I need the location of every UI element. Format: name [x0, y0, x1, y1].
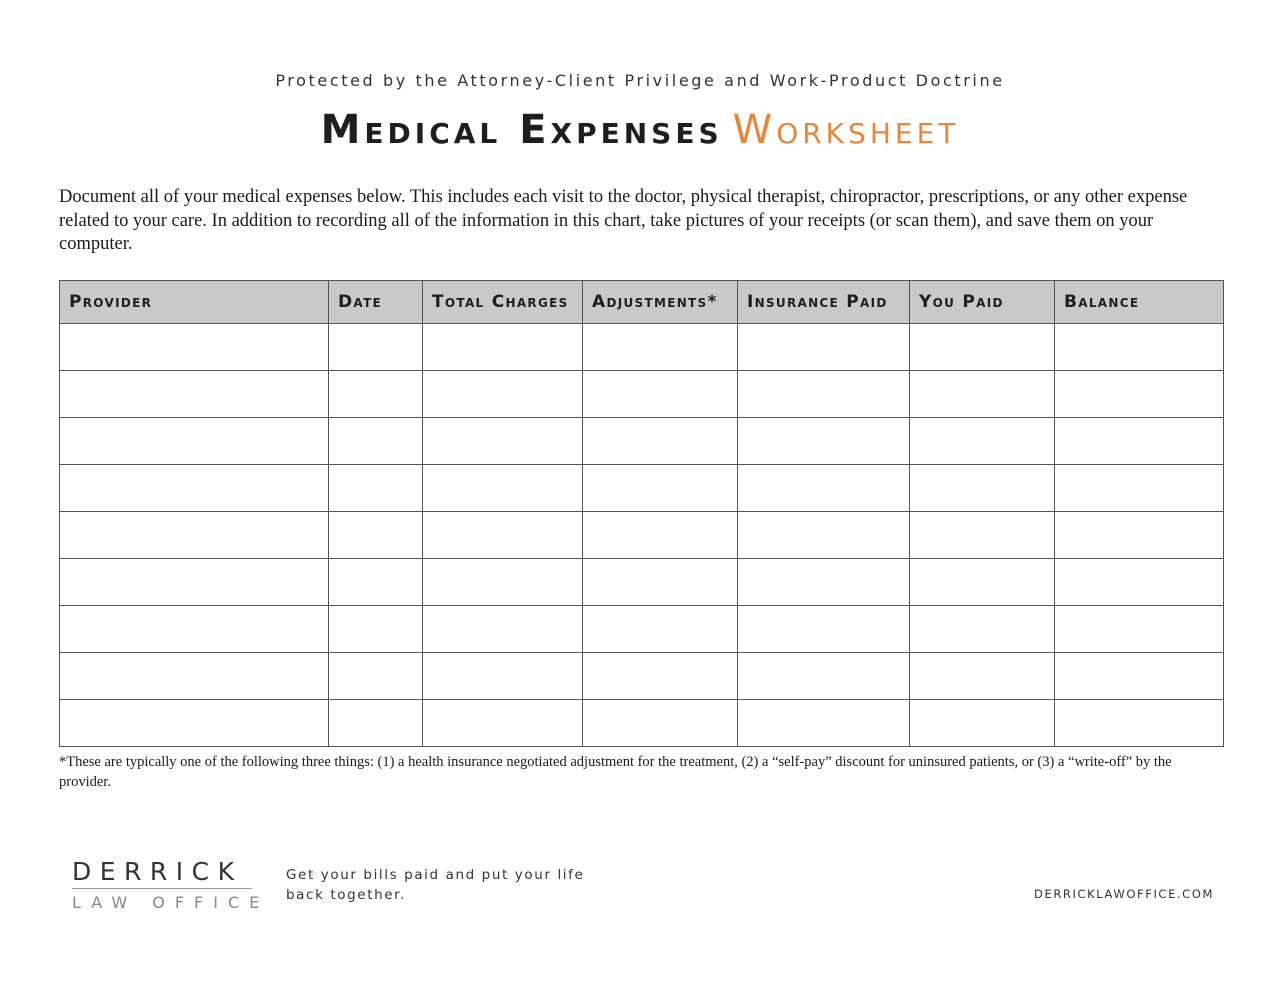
- cell-insurance-paid[interactable]: [738, 606, 910, 653]
- cell-adjustments[interactable]: [583, 559, 738, 606]
- cell-total-charges[interactable]: [423, 371, 583, 418]
- cell-total-charges[interactable]: [423, 653, 583, 700]
- page-title-main: Medical Expenses: [320, 107, 723, 153]
- cell-you-paid[interactable]: [910, 700, 1055, 747]
- column-header-insurance-paid: Insurance Paid: [738, 281, 910, 324]
- cell-you-paid[interactable]: [910, 418, 1055, 465]
- table-row: [60, 324, 1224, 371]
- cell-balance[interactable]: [1055, 700, 1224, 747]
- expenses-table: [59, 280, 1224, 747]
- cell-insurance-paid[interactable]: [738, 559, 910, 606]
- column-header-you-paid: You Paid: [910, 281, 1055, 324]
- cell-balance[interactable]: [1055, 418, 1224, 465]
- cell-insurance-paid[interactable]: [738, 324, 910, 371]
- intro-paragraph: Document all of your medical expenses below. This includes each visit to the doctor, physical therapist, chiropractor, prescriptions, or any other expense related to your care. In addition to recording all of the information in this chart, take pictures of your receipts (or scan them), and save them on your computer.: [59, 187, 1188, 254]
- tagline: Get your bills paid and put your life back together.: [286, 867, 585, 903]
- cell-date[interactable]: [329, 465, 423, 512]
- cell-you-paid[interactable]: [910, 512, 1055, 559]
- table-row: [60, 512, 1224, 559]
- cell-date[interactable]: [329, 371, 423, 418]
- cell-balance[interactable]: [1055, 371, 1224, 418]
- table-row: [60, 371, 1224, 418]
- cell-provider[interactable]: [60, 418, 329, 465]
- cell-insurance-paid[interactable]: [738, 371, 910, 418]
- cell-total-charges[interactable]: [423, 559, 583, 606]
- cell-provider[interactable]: [60, 324, 329, 371]
- cell-adjustments[interactable]: [583, 653, 738, 700]
- table-row: [60, 700, 1224, 747]
- cell-total-charges[interactable]: [423, 512, 583, 559]
- logo-line-1: DERRICK: [72, 857, 243, 886]
- cell-date[interactable]: [329, 700, 423, 747]
- cell-adjustments[interactable]: [583, 512, 738, 559]
- column-header-total-charges: Total Charges: [423, 281, 583, 324]
- column-header-date: Date: [329, 281, 423, 324]
- footnote: *These are typically one of the following three things: (1) a health insurance negotiated adjustment for the treatment, (2) a “self-pay” discount for uninsured patients, or (3) a “write-off” by the provider.: [59, 754, 1172, 790]
- table-header-row: [60, 281, 1224, 324]
- cell-you-paid[interactable]: [910, 324, 1055, 371]
- cell-insurance-paid[interactable]: [738, 700, 910, 747]
- logo-line-2: LAW OFFICE: [72, 893, 270, 912]
- page-title-accent: Worksheet: [732, 107, 960, 153]
- cell-you-paid[interactable]: [910, 653, 1055, 700]
- cell-provider[interactable]: [60, 371, 329, 418]
- cell-date[interactable]: [329, 512, 423, 559]
- cell-balance[interactable]: [1055, 559, 1224, 606]
- cell-total-charges[interactable]: [423, 324, 583, 371]
- cell-adjustments[interactable]: [583, 700, 738, 747]
- cell-insurance-paid[interactable]: [738, 512, 910, 559]
- cell-insurance-paid[interactable]: [738, 418, 910, 465]
- cell-adjustments[interactable]: [583, 465, 738, 512]
- cell-provider[interactable]: [60, 512, 329, 559]
- cell-insurance-paid[interactable]: [738, 653, 910, 700]
- cell-date[interactable]: [329, 653, 423, 700]
- cell-provider[interactable]: [60, 559, 329, 606]
- table-row: [60, 559, 1224, 606]
- cell-adjustments[interactable]: [583, 371, 738, 418]
- cell-insurance-paid[interactable]: [738, 465, 910, 512]
- cell-balance[interactable]: [1055, 606, 1224, 653]
- cell-provider[interactable]: [60, 653, 329, 700]
- cell-date[interactable]: [329, 418, 423, 465]
- cell-adjustments[interactable]: [583, 418, 738, 465]
- cell-date[interactable]: [329, 559, 423, 606]
- cell-you-paid[interactable]: [910, 606, 1055, 653]
- firm-logo: [72, 857, 270, 912]
- cell-total-charges[interactable]: [423, 606, 583, 653]
- cell-balance[interactable]: [1055, 324, 1224, 371]
- table-row: [60, 418, 1224, 465]
- cell-date[interactable]: [329, 606, 423, 653]
- cell-total-charges[interactable]: [423, 465, 583, 512]
- cell-provider[interactable]: [60, 606, 329, 653]
- cell-provider[interactable]: [60, 700, 329, 747]
- cell-provider[interactable]: [60, 465, 329, 512]
- column-header-adjustments: Adjustments*: [583, 281, 738, 324]
- table-row: [60, 653, 1224, 700]
- table-row: [60, 606, 1224, 653]
- column-header-balance: Balance: [1055, 281, 1224, 324]
- cell-you-paid[interactable]: [910, 465, 1055, 512]
- cell-total-charges[interactable]: [423, 700, 583, 747]
- cell-total-charges[interactable]: [423, 418, 583, 465]
- cell-adjustments[interactable]: [583, 606, 738, 653]
- cell-adjustments[interactable]: [583, 324, 738, 371]
- cell-you-paid[interactable]: [910, 559, 1055, 606]
- table-row: [60, 465, 1224, 512]
- logo-divider: [72, 888, 252, 889]
- cell-balance[interactable]: [1055, 465, 1224, 512]
- cell-you-paid[interactable]: [910, 371, 1055, 418]
- website-url: DERRICKLAWOFFICE.COM: [1034, 887, 1214, 901]
- table-body: [60, 324, 1224, 747]
- cell-balance[interactable]: [1055, 653, 1224, 700]
- cell-balance[interactable]: [1055, 512, 1224, 559]
- privilege-notice: Protected by the Attorney-Client Privilege and Work-Product Doctrine: [275, 71, 1005, 90]
- cell-date[interactable]: [329, 324, 423, 371]
- page-title: [0, 108, 1280, 152]
- column-header-provider: Provider: [60, 281, 329, 324]
